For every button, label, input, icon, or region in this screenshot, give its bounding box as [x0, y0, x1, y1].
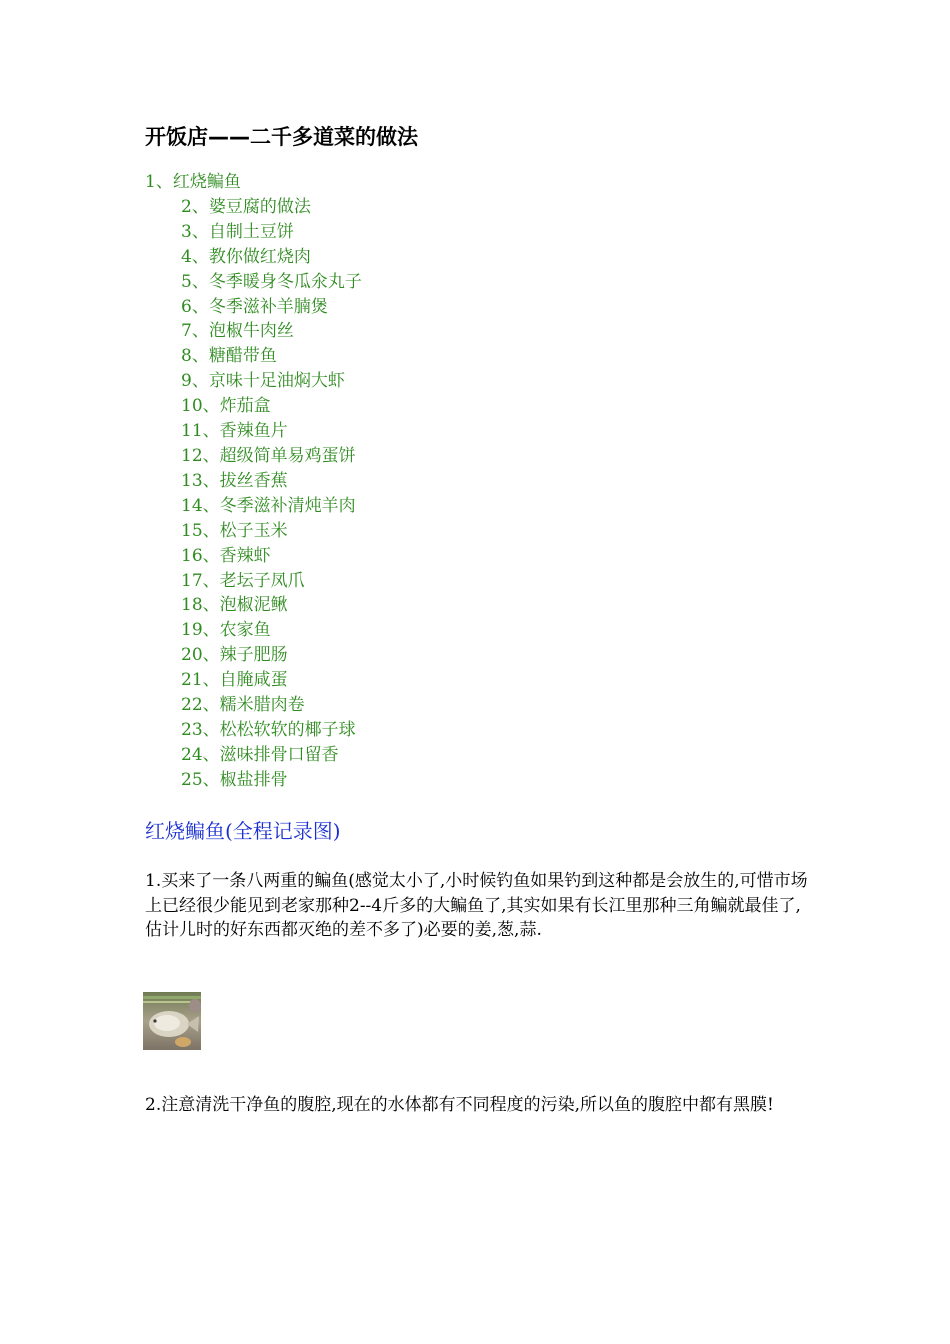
toc-item	[145, 419, 362, 444]
toc-link[interactable]: 21、自腌咸蛋	[181, 670, 288, 691]
toc-link[interactable]: 9、京味十足油焖大虾	[181, 371, 345, 392]
toc-link[interactable]: 5、冬季暖身冬瓜氽丸子	[181, 271, 362, 292]
toc-link[interactable]: 14、冬季滋补清炖羊肉	[181, 495, 356, 516]
toc-item	[145, 519, 362, 544]
toc-link[interactable]: 6、冬季滋补羊腩煲	[181, 296, 328, 317]
toc-link[interactable]: 22、糯米腊肉卷	[181, 695, 305, 716]
toc-item	[145, 245, 362, 270]
toc-link[interactable]: 15、松子玉米	[181, 520, 288, 541]
toc-item	[145, 344, 362, 369]
toc-item	[145, 394, 362, 419]
toc-link[interactable]: 18、泡椒泥鳅	[181, 595, 288, 616]
toc-link[interactable]: 2、婆豆腐的做法	[181, 196, 311, 217]
toc-link[interactable]: 12、超级简单易鸡蛋饼	[181, 445, 356, 466]
toc-item	[145, 369, 362, 394]
toc-link[interactable]: 1、红烧鳊鱼	[145, 172, 241, 192]
fish-photo-image	[143, 992, 201, 1050]
toc-link[interactable]: 23、松松软软的椰子球	[181, 719, 356, 740]
toc-item	[145, 444, 362, 469]
toc-link[interactable]: 3、自制土豆饼	[181, 221, 294, 242]
fish-photo	[143, 992, 201, 1050]
toc-item	[145, 643, 362, 668]
toc-item	[145, 295, 362, 320]
toc-item	[145, 220, 362, 245]
toc-item	[145, 693, 362, 718]
table-of-contents	[145, 170, 362, 793]
toc-item	[145, 195, 362, 220]
toc-link[interactable]: 8、糖醋带鱼	[181, 346, 277, 367]
toc-item	[145, 743, 362, 768]
toc-link[interactable]: 19、农家鱼	[181, 620, 271, 641]
toc-item	[145, 544, 362, 569]
toc-link[interactable]: 4、教你做红烧肉	[181, 246, 311, 267]
toc-link[interactable]: 11、香辣鱼片	[181, 421, 288, 442]
toc-item	[145, 469, 362, 494]
toc-item	[145, 768, 362, 793]
step-paragraph: 1.买来了一条八两重的鳊鱼(感觉太小了,小时候钓鱼如果钓到这种都是会放生的,可惜市场上已经很少能见到老家那种2--4斤多的大鳊鱼了,其实如果有长江里那种三角鳊就最佳了,估计儿时的好东西都灭绝的差不多了)必要的姜,葱,蒜.	[145, 871, 808, 940]
toc-item	[145, 593, 362, 618]
toc-link[interactable]: 24、滋味排骨口留香	[181, 744, 339, 765]
toc-item	[145, 170, 362, 195]
toc-item	[145, 494, 362, 519]
toc-link[interactable]: 25、椒盐排骨	[181, 769, 288, 790]
toc-item	[145, 569, 362, 594]
toc-link[interactable]: 10、炸茄盒	[181, 396, 271, 417]
toc-link[interactable]: 7、泡椒牛肉丝	[181, 321, 294, 342]
toc-link[interactable]: 17、老坛子凤爪	[181, 570, 305, 591]
toc-link[interactable]: 13、拔丝香蕉	[181, 470, 288, 491]
toc-link[interactable]: 20、辣子肥肠	[181, 645, 288, 666]
toc-link[interactable]: 16、香辣虾	[181, 545, 271, 566]
toc-item	[145, 668, 362, 693]
step-paragraph: 2.注意清洗干净鱼的腹腔,现在的水体都有不同程度的污染,所以鱼的腹腔中都有黑膜!	[145, 1095, 774, 1115]
section-title: 红烧鳊鱼(全程记录图)	[145, 819, 341, 843]
toc-item	[145, 618, 362, 643]
toc-item	[145, 319, 362, 344]
toc-item	[145, 718, 362, 743]
toc-item	[145, 270, 362, 295]
page-title: 开饭店——二千多道菜的做法	[145, 125, 418, 149]
